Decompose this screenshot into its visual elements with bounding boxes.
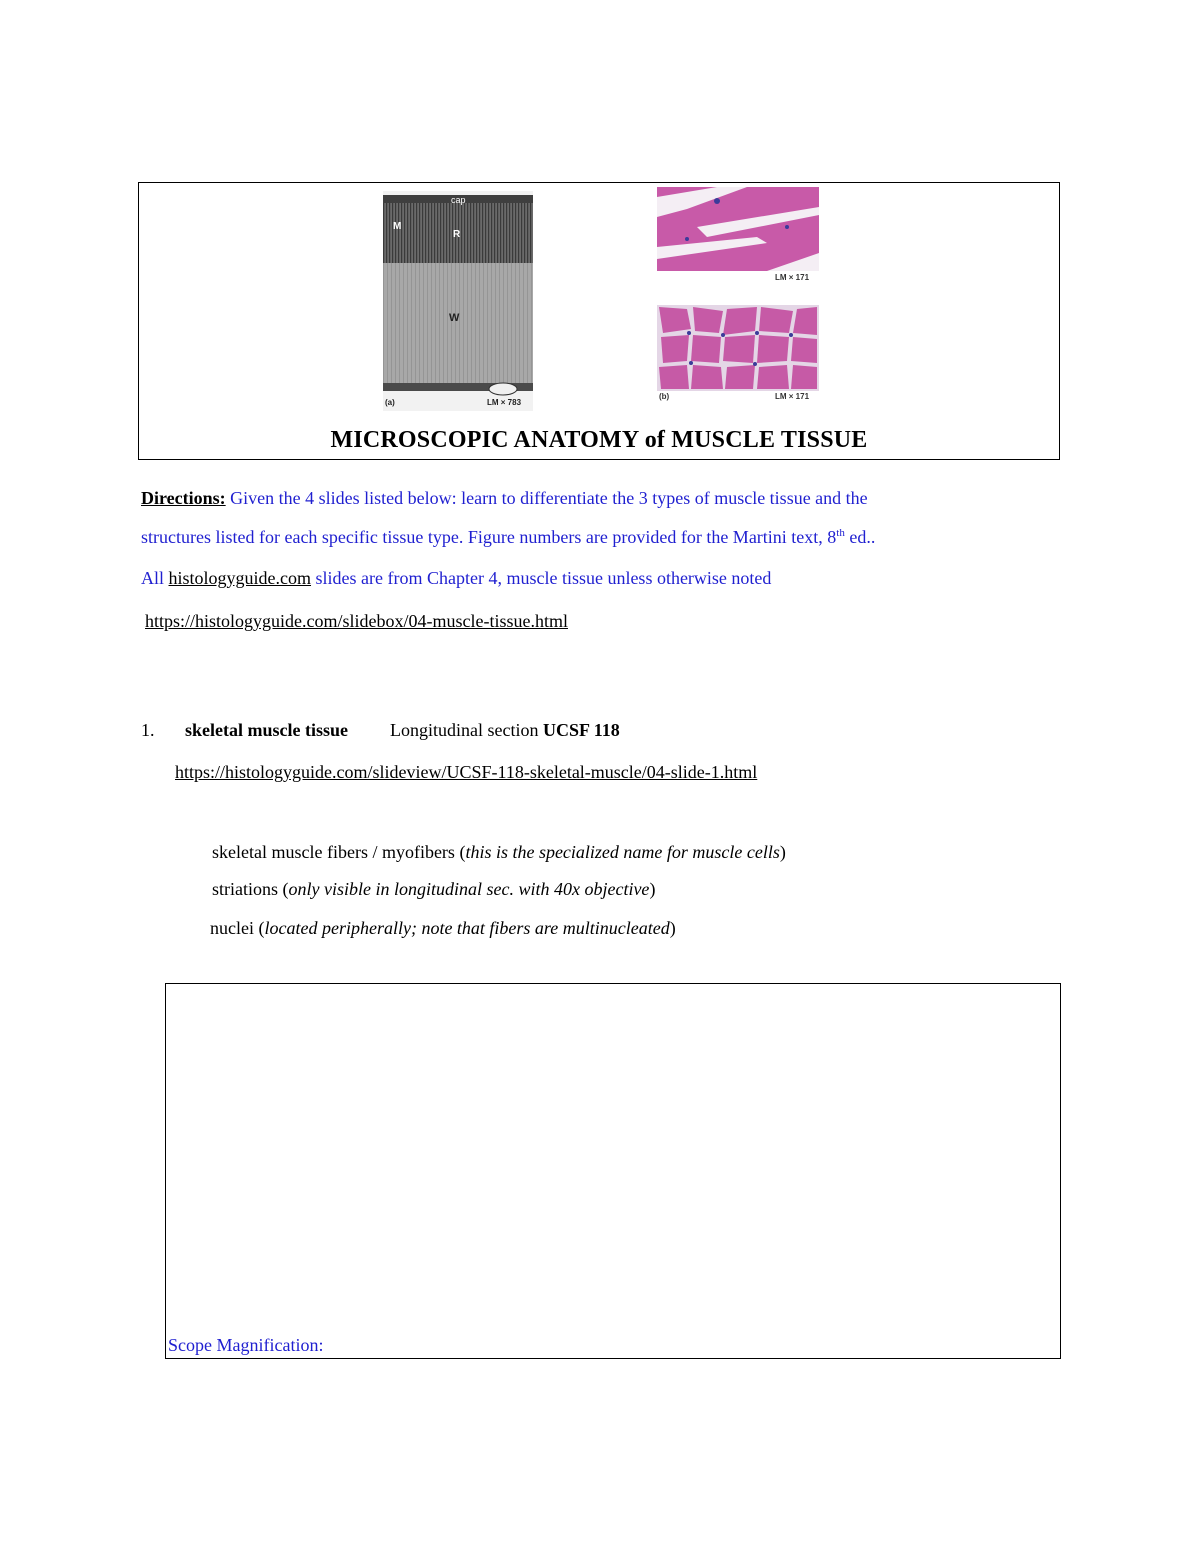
- scope-magnification-label: Scope Magnification:: [168, 1335, 324, 1355]
- figure-a-magnification: LM × 783: [487, 398, 522, 407]
- figure-b-top-micrograph: [657, 187, 819, 283]
- structure-name: skeletal muscle fibers / myofibers: [212, 842, 455, 862]
- figure-a-micrograph: [383, 191, 533, 411]
- drawing-area-box[interactable]: [165, 983, 1061, 1359]
- directions-line-1: [141, 488, 868, 509]
- figure-a-label-w: W: [449, 312, 460, 324]
- edition-superscript: th: [836, 527, 845, 539]
- directions-text-3-start: All: [141, 568, 169, 588]
- structure-name: nuclei: [210, 918, 254, 938]
- figure-a-label-cap: cap: [451, 195, 466, 205]
- figure-a-label-m: M: [393, 221, 402, 232]
- directions-text-2: structures listed for each specific tissue type. Figure numbers are provided for the Martini text, 8: [141, 527, 837, 547]
- section-1-url-line: [175, 762, 757, 783]
- header-figure-box: [138, 182, 1060, 460]
- figure-b-bottom-micrograph: [657, 305, 819, 401]
- directions-line-3: [141, 568, 771, 589]
- directions-text-2-end: ed..: [844, 527, 876, 547]
- directions-text-1: Given the 4 slides listed below: learn to differentiate the 3 types of muscle tissue and the: [230, 488, 868, 508]
- directions-line-2: [141, 527, 875, 548]
- directions-label: Directions:: [141, 488, 226, 508]
- structure-item: striations (only visible in longitudinal sec. with 40x objective): [212, 879, 656, 899]
- directions-text-3-end: slides are from Chapter 4, muscle tissue unless otherwise noted: [311, 568, 772, 588]
- figure-a-label-r: R: [453, 229, 461, 240]
- section-1-slide-code: UCSF 118: [542, 720, 620, 740]
- figure-b-bottom-magnification: LM × 171: [775, 392, 810, 401]
- figure-b-panel-label: (b): [659, 392, 670, 401]
- section-1-number: 1.: [141, 720, 155, 740]
- structure-item: nuclei (located peripherally; note that fibers are multinucleated): [210, 918, 676, 938]
- histologyguide-link[interactable]: histologyguide.com: [168, 568, 312, 588]
- page-title: MICROSCOPIC ANATOMY of MUSCLE TISSUE: [330, 427, 868, 453]
- structure-note: only visible in longitudinal sec. with 40x objective: [288, 879, 650, 899]
- structure-note: this is the specialized name for muscle cells: [465, 842, 780, 862]
- section-1-title: skeletal muscle tissue: [185, 720, 348, 740]
- figure-b-top-magnification: LM × 171: [775, 273, 810, 282]
- slidebox-url-link[interactable]: https://histologyguide.com/slidebox/04-muscle-tissue.html: [145, 611, 568, 631]
- section-1-heading: [141, 720, 620, 741]
- structure-note: located peripherally; note that fibers are multinucleated: [264, 918, 670, 938]
- structure-name: striations: [212, 879, 278, 899]
- section-1-url-link[interactable]: https://histologyguide.com/slideview/UCSF-118-skeletal-muscle/04-slide-1.html: [175, 762, 758, 782]
- slidebox-url-line: [145, 611, 568, 632]
- section-1-section-type: Longitudinal section: [389, 720, 539, 740]
- structure-item: skeletal muscle fibers / myofibers (this is the specialized name for muscle cells): [212, 842, 786, 862]
- figure-a-panel-label: (a): [385, 398, 395, 407]
